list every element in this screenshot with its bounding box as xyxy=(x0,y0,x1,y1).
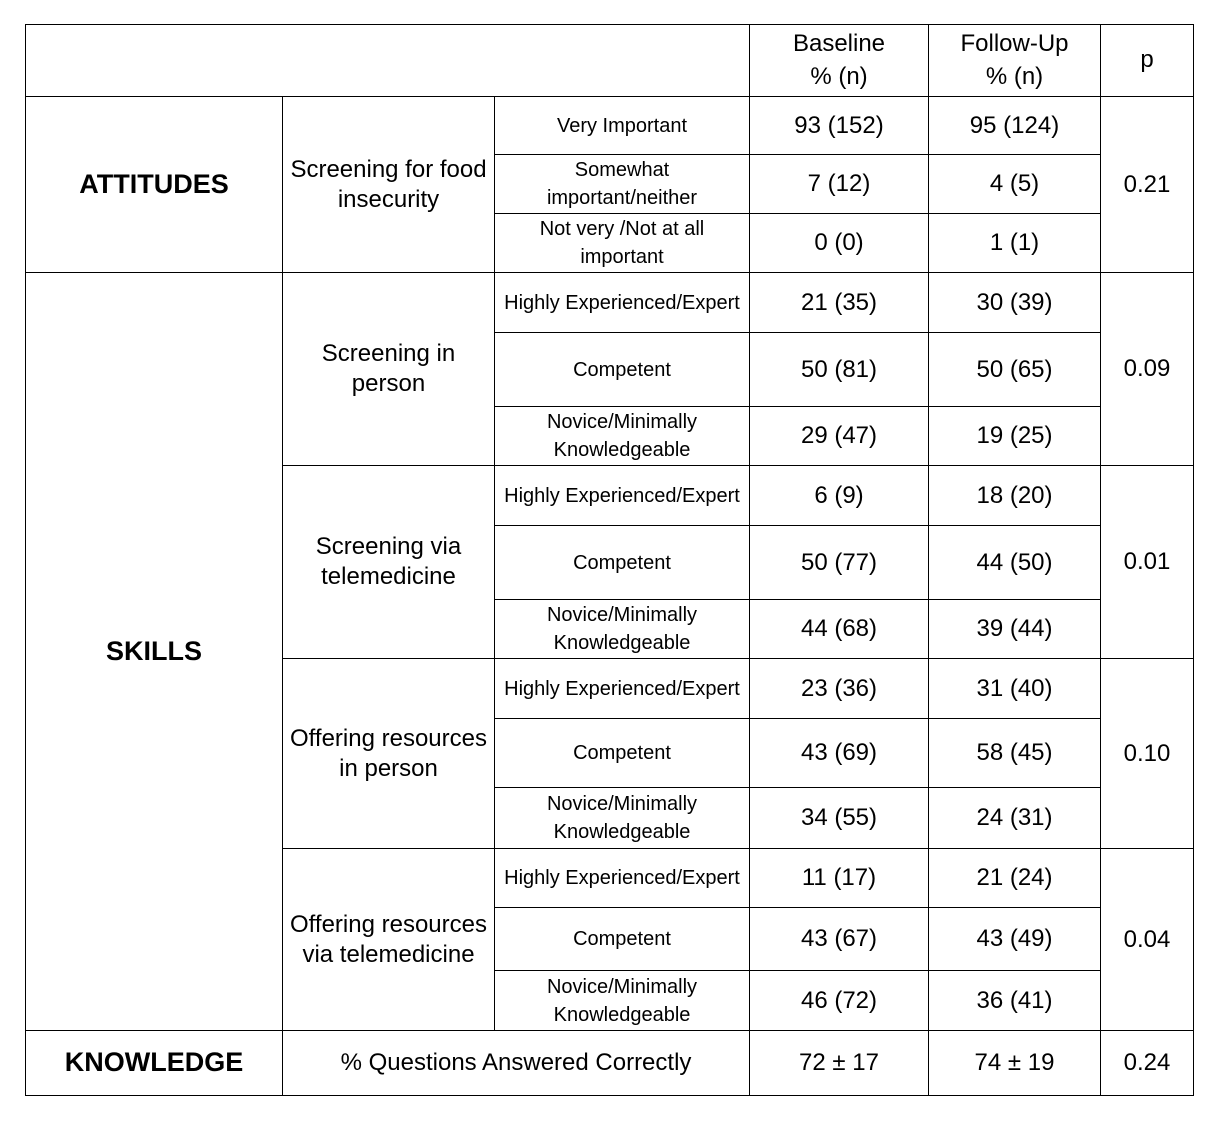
followup-cell: 31 (40) xyxy=(929,659,1101,719)
response-cell: Highly Experienced/Expert xyxy=(495,659,750,719)
baseline-cell: 29 (47) xyxy=(750,407,929,466)
table-row xyxy=(26,97,1194,155)
response-cell: Novice/Minimally Knowledgeable xyxy=(495,407,750,466)
p-value-cell: 0.10 xyxy=(1101,659,1194,849)
baseline-cell: 11 (17) xyxy=(750,849,929,908)
header-followup xyxy=(929,25,1101,97)
header-p xyxy=(1101,25,1194,97)
followup-cell: 58 (45) xyxy=(929,719,1101,788)
followup-cell: 44 (50) xyxy=(929,526,1101,600)
response-cell: Novice/Minimally Knowledgeable xyxy=(495,971,750,1031)
baseline-cell: 44 (68) xyxy=(750,600,929,659)
p-value-cell: 0.09 xyxy=(1101,273,1194,466)
followup-cell: 95 (124) xyxy=(929,97,1101,155)
response-cell: Highly Experienced/Expert xyxy=(495,273,750,333)
followup-cell: 50 (65) xyxy=(929,333,1101,407)
response-cell: Competent xyxy=(495,719,750,788)
baseline-cell: 23 (36) xyxy=(750,659,929,719)
topic-cell: Screening via telemedicine xyxy=(283,466,495,659)
baseline-cell: 46 (72) xyxy=(750,971,929,1031)
header-baseline xyxy=(750,25,929,97)
knowledge-topic-cell: % Questions Answered Correctly xyxy=(283,1031,750,1096)
response-cell: Novice/Minimally Knowledgeable xyxy=(495,600,750,659)
survey-results-table xyxy=(25,24,1194,1096)
baseline-cell: 50 (77) xyxy=(750,526,929,600)
baseline-cell: 6 (9) xyxy=(750,466,929,526)
header-empty-cell xyxy=(26,25,750,97)
response-cell: Competent xyxy=(495,908,750,971)
header-followup-text: Follow-Up % (n) xyxy=(960,30,1069,90)
response-cell: Somewhat important/neither xyxy=(495,155,750,214)
response-cell: Not very /Not at all important xyxy=(495,214,750,273)
baseline-cell: 50 (81) xyxy=(750,333,929,407)
baseline-cell: 43 (67) xyxy=(750,908,929,971)
header-baseline-text: Baseline % (n) xyxy=(792,30,886,90)
category-skills: SKILLS xyxy=(26,273,283,1031)
topic-cell: Offering resources in person xyxy=(283,659,495,849)
followup-cell: 30 (39) xyxy=(929,273,1101,333)
followup-cell: 1 (1) xyxy=(929,214,1101,273)
table-row xyxy=(26,1031,1194,1096)
table-row xyxy=(26,273,1194,333)
topic-cell: Screening for food insecurity xyxy=(283,97,495,273)
response-cell: Competent xyxy=(495,333,750,407)
baseline-cell: 0 (0) xyxy=(750,214,929,273)
followup-cell: 4 (5) xyxy=(929,155,1101,214)
topic-cell: Offering resources via telemedicine xyxy=(283,849,495,1031)
followup-cell: 36 (41) xyxy=(929,971,1101,1031)
category-attitudes: ATTITUDES xyxy=(26,97,283,273)
followup-cell: 18 (20) xyxy=(929,466,1101,526)
baseline-cell: 43 (69) xyxy=(750,719,929,788)
baseline-cell: 34 (55) xyxy=(750,788,929,849)
response-cell: Highly Experienced/Expert xyxy=(495,466,750,526)
header-row xyxy=(26,25,1194,97)
followup-cell: 24 (31) xyxy=(929,788,1101,849)
p-value-cell: 0.01 xyxy=(1101,466,1194,659)
baseline-cell: 21 (35) xyxy=(750,273,929,333)
response-cell: Competent xyxy=(495,526,750,600)
baseline-cell: 72 ± 17 xyxy=(750,1031,929,1096)
header-p-text: p xyxy=(1140,46,1154,74)
baseline-cell: 93 (152) xyxy=(750,97,929,155)
response-cell: Very Important xyxy=(495,97,750,155)
baseline-cell: 7 (12) xyxy=(750,155,929,214)
followup-cell: 74 ± 19 xyxy=(929,1031,1101,1096)
response-cell: Novice/Minimally Knowledgeable xyxy=(495,788,750,849)
followup-cell: 39 (44) xyxy=(929,600,1101,659)
response-cell: Highly Experienced/Expert xyxy=(495,849,750,908)
category-knowledge: KNOWLEDGE xyxy=(26,1031,283,1096)
topic-cell: Screening in person xyxy=(283,273,495,466)
followup-cell: 21 (24) xyxy=(929,849,1101,908)
p-value-cell: 0.04 xyxy=(1101,849,1194,1031)
p-value-cell: 0.21 xyxy=(1101,97,1194,273)
followup-cell: 43 (49) xyxy=(929,908,1101,971)
p-value-cell: 0.24 xyxy=(1101,1031,1194,1096)
followup-cell: 19 (25) xyxy=(929,407,1101,466)
